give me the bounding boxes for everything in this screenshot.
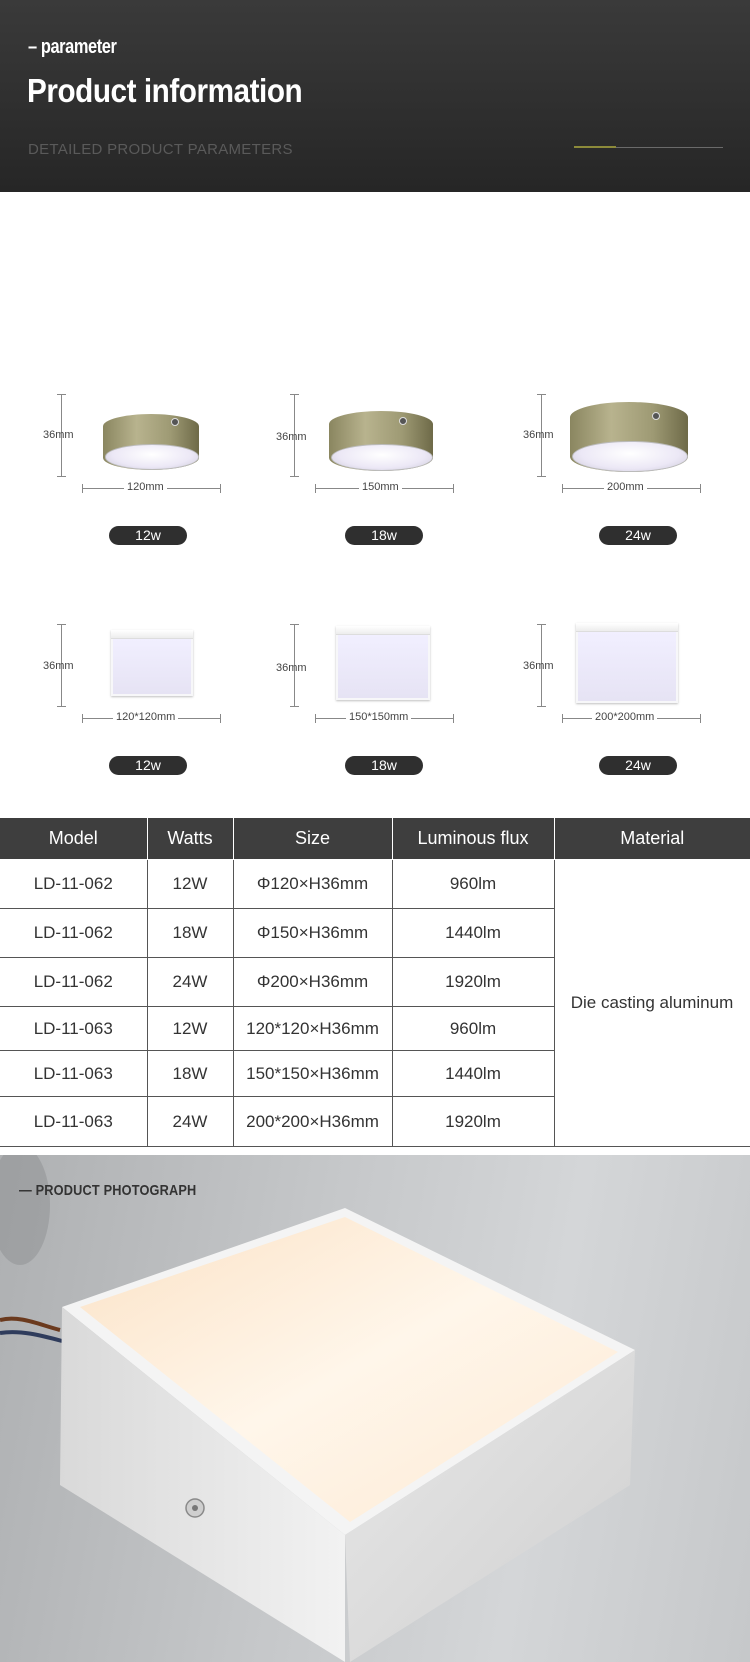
column-header: Model: [0, 818, 147, 860]
watts-cell: 24W: [147, 958, 233, 1007]
size-cell: 120*120×H36mm: [233, 1007, 392, 1051]
width-label: 120*120mm: [113, 711, 178, 723]
flux-cell: 960lm: [392, 1007, 554, 1051]
round-lamp-image: [329, 411, 433, 471]
width-label: 200*200mm: [592, 711, 657, 723]
flux-cell: 1920lm: [392, 1097, 554, 1147]
square-lamp-photo: [0, 1155, 750, 1662]
height-label: 36mm: [43, 429, 74, 441]
flux-cell: 1440lm: [392, 909, 554, 958]
height-label: 36mm: [276, 431, 307, 443]
round-lamp-image: [103, 414, 199, 470]
watts-cell: 18W: [147, 909, 233, 958]
model-cell: LD-11-063: [0, 1007, 147, 1051]
page-subtitle: DETAILED PRODUCT PARAMETERS: [28, 141, 293, 158]
section-label: – parameter: [28, 36, 117, 58]
height-label: 36mm: [276, 662, 307, 674]
watts-cell: 12W: [147, 860, 233, 909]
size-cell: 150*150×H36mm: [233, 1051, 392, 1097]
square-lamp-image: [111, 630, 193, 696]
column-header: Size: [233, 818, 392, 860]
model-cell: LD-11-062: [0, 860, 147, 909]
watts-cell: 12W: [147, 1007, 233, 1051]
watts-cell: 18W: [147, 1051, 233, 1097]
square-lamp-image: [336, 626, 430, 700]
product-photo: [0, 1155, 750, 1662]
height-label: 36mm: [523, 429, 554, 441]
width-label: 150mm: [359, 481, 402, 493]
model-cell: LD-11-062: [0, 958, 147, 1007]
power-badge: 18w: [345, 526, 423, 545]
decor-line-accent: [574, 146, 616, 148]
flux-cell: 1920lm: [392, 958, 554, 1007]
page-title: Product information: [27, 72, 303, 109]
column-header: Luminous flux: [392, 818, 554, 860]
model-cell: LD-11-062: [0, 909, 147, 958]
round-lamp-image: [570, 402, 688, 472]
power-badge: 24w: [599, 526, 677, 545]
power-badge: 24w: [599, 756, 677, 775]
material-cell: Die casting aluminum: [554, 860, 750, 1147]
size-cell: Φ200×H36mm: [233, 958, 392, 1007]
table-row: [0, 860, 750, 909]
height-label: 36mm: [43, 660, 74, 672]
power-badge: 18w: [345, 756, 423, 775]
column-header: Watts: [147, 818, 233, 860]
model-cell: LD-11-063: [0, 1097, 147, 1147]
width-label: 200mm: [604, 481, 647, 493]
power-badge: 12w: [109, 526, 187, 545]
model-cell: LD-11-063: [0, 1051, 147, 1097]
height-label: 36mm: [523, 660, 554, 672]
flux-cell: 1440lm: [392, 1051, 554, 1097]
power-badge: 12w: [109, 756, 187, 775]
photo-section-title: — PRODUCT PHOTOGRAPH: [19, 1182, 197, 1199]
spec-table: [0, 818, 750, 1147]
header-banner: [0, 0, 750, 192]
table-header-row: [0, 818, 750, 860]
watts-cell: 24W: [147, 1097, 233, 1147]
flux-cell: 960lm: [392, 860, 554, 909]
width-label: 120mm: [124, 481, 167, 493]
width-label: 150*150mm: [346, 711, 411, 723]
square-lamp-image: [576, 623, 678, 703]
size-cell: Φ120×H36mm: [233, 860, 392, 909]
size-cell: Φ150×H36mm: [233, 909, 392, 958]
column-header: Material: [554, 818, 750, 860]
size-cell: 200*200×H36mm: [233, 1097, 392, 1147]
